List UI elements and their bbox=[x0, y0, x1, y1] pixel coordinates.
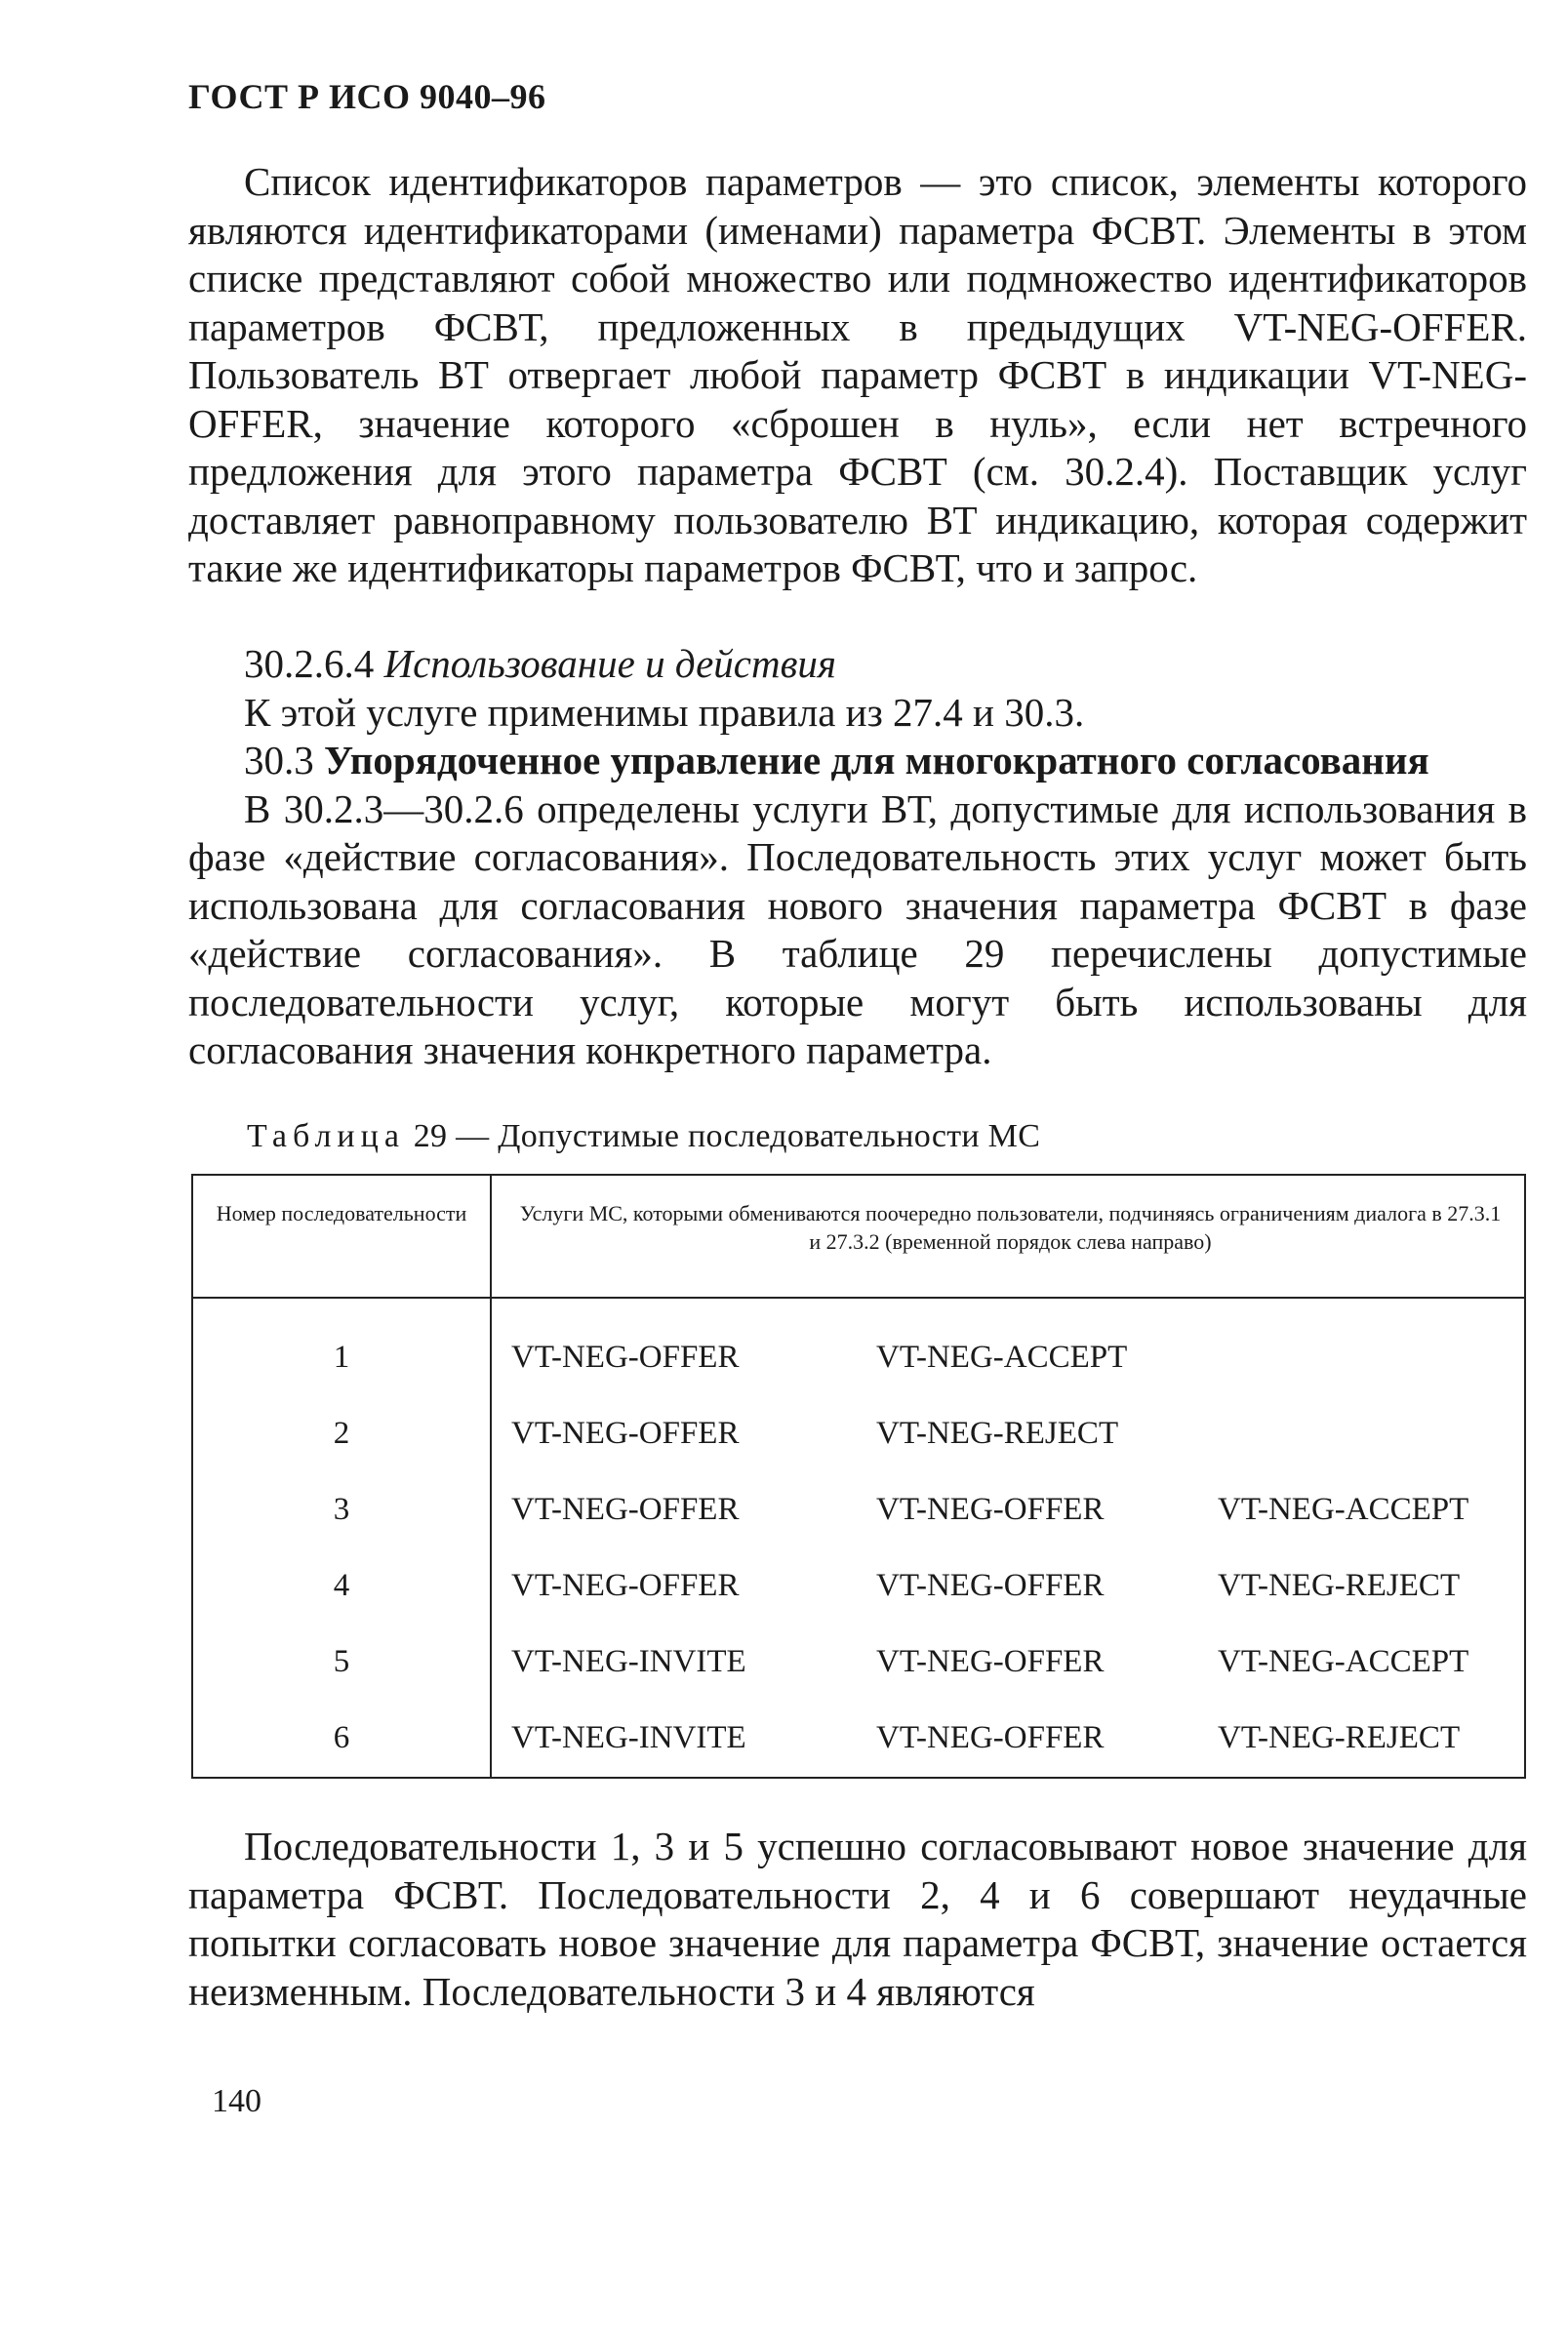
section-title: Использование и действия bbox=[383, 641, 836, 686]
paragraph-sequences-result bbox=[188, 1823, 1527, 2016]
paragraph-text: Последовательности 1, 3 и 5 успешно согласовывают новое значение для параметра ФСВТ. Последовательности 2, 4 и 6 совершают неудачные попытки согласовать новое значение для параметра ФСВТ, значение остается неизменным. Последовательности 3 и 4 являются bbox=[188, 1824, 1527, 2014]
service-2: VT-NEG-OFFER bbox=[876, 1644, 1105, 1679]
service-3: VT-NEG-REJECT bbox=[1218, 1720, 1461, 1755]
page-header: ГОСТ Р ИСО 9040–96 bbox=[188, 77, 546, 116]
row-number: 6 bbox=[333, 1720, 350, 1755]
service-1: VT-NEG-INVITE bbox=[511, 1720, 746, 1755]
section-number: 30.3 bbox=[244, 738, 314, 783]
table-header-divider bbox=[193, 1297, 1524, 1299]
section-303-heading bbox=[188, 737, 1527, 785]
table-caption bbox=[247, 1118, 1040, 1155]
row-number: 4 bbox=[333, 1568, 350, 1603]
paragraph-text: Список идентификаторов параметров — это список, элементы которого являются идентификаторами (именами) параметра ФСВТ. Элементы в этом списке представляют собой множество или подмножество идентификаторов параметров ФСВТ, предложенных в предыдущих VT-NEG-OFFER. Пользователь ВТ отвергает любой параметр ФСВТ в индикации VT-NEG-OFFER, значение которого «сброшен в нуль», если нет встречного предложения для этого параметра ФСВТ (см. 30.2.4). Поставщик услуг доставляет равноправному пользователю ВТ индикацию, которая содержит такие же идентификаторы параметров ФСВТ, что и запрос. bbox=[188, 159, 1527, 590]
service-1: VT-NEG-INVITE bbox=[511, 1644, 746, 1679]
table-row bbox=[193, 1396, 1524, 1472]
row-number: 5 bbox=[333, 1644, 350, 1679]
service-3: VT-NEG-REJECT bbox=[1218, 1568, 1461, 1603]
service-1: VT-NEG-OFFER bbox=[511, 1492, 740, 1527]
service-2: VT-NEG-OFFER bbox=[876, 1568, 1105, 1603]
service-3: VT-NEG-ACCEPT bbox=[1218, 1492, 1469, 1527]
section-number: 30.2.6.4 bbox=[244, 641, 375, 686]
table-row bbox=[193, 1548, 1524, 1625]
row-number: 1 bbox=[333, 1340, 350, 1375]
service-1: VT-NEG-OFFER bbox=[511, 1416, 740, 1451]
table-row bbox=[193, 1320, 1524, 1396]
service-2: VT-NEG-REJECT bbox=[876, 1416, 1119, 1451]
page-number: 140 bbox=[212, 2083, 261, 2119]
column-header-number: Номер последовательности bbox=[216, 1201, 467, 1225]
service-2: VT-NEG-OFFER bbox=[876, 1720, 1105, 1755]
service-1: VT-NEG-OFFER bbox=[511, 1568, 740, 1603]
table-row bbox=[193, 1472, 1524, 1548]
column-header-services: Услуги МС, которыми обмениваются поочередно пользователи, подчиняясь ограничениям диалога в 27.3.1 и 27.3.2 (временной порядок слева направо) bbox=[519, 1201, 1502, 1254]
section-title: Упорядоченное управление для многократного согласования bbox=[324, 738, 1429, 783]
table-row bbox=[193, 1625, 1524, 1701]
caption-text: 29 — Допустимые последовательности МС bbox=[413, 1118, 1041, 1154]
service-2: VT-NEG-ACCEPT bbox=[876, 1340, 1128, 1375]
paragraph-rules: К этой услуге применимы правила из 27.4 и 30.3. bbox=[244, 689, 1085, 735]
caption-label: Таблица bbox=[247, 1118, 405, 1154]
sequences-table bbox=[191, 1174, 1526, 1779]
sections-block bbox=[188, 640, 1527, 1075]
service-2: VT-NEG-OFFER bbox=[876, 1492, 1105, 1527]
service-1: VT-NEG-OFFER bbox=[511, 1340, 740, 1375]
row-number: 3 bbox=[333, 1492, 350, 1527]
table-row bbox=[193, 1701, 1524, 1777]
paragraph-303: В 30.2.3—30.2.6 определены услуги ВТ, допустимые для использования в фазе «действие согласования». Последовательность этих услуг может быть использована для согласования нового значения параметра ФСВТ в фазе «действие согласования». В таблице 29 перечислены допустимые последовательности услуг, которые могут быть использованы для согласования значения конкретного параметра. bbox=[188, 785, 1527, 1072]
section-30264-heading bbox=[188, 640, 1527, 689]
row-number: 2 bbox=[333, 1416, 350, 1451]
paragraph-parameter-list bbox=[188, 158, 1527, 593]
service-3: VT-NEG-ACCEPT bbox=[1218, 1644, 1469, 1679]
